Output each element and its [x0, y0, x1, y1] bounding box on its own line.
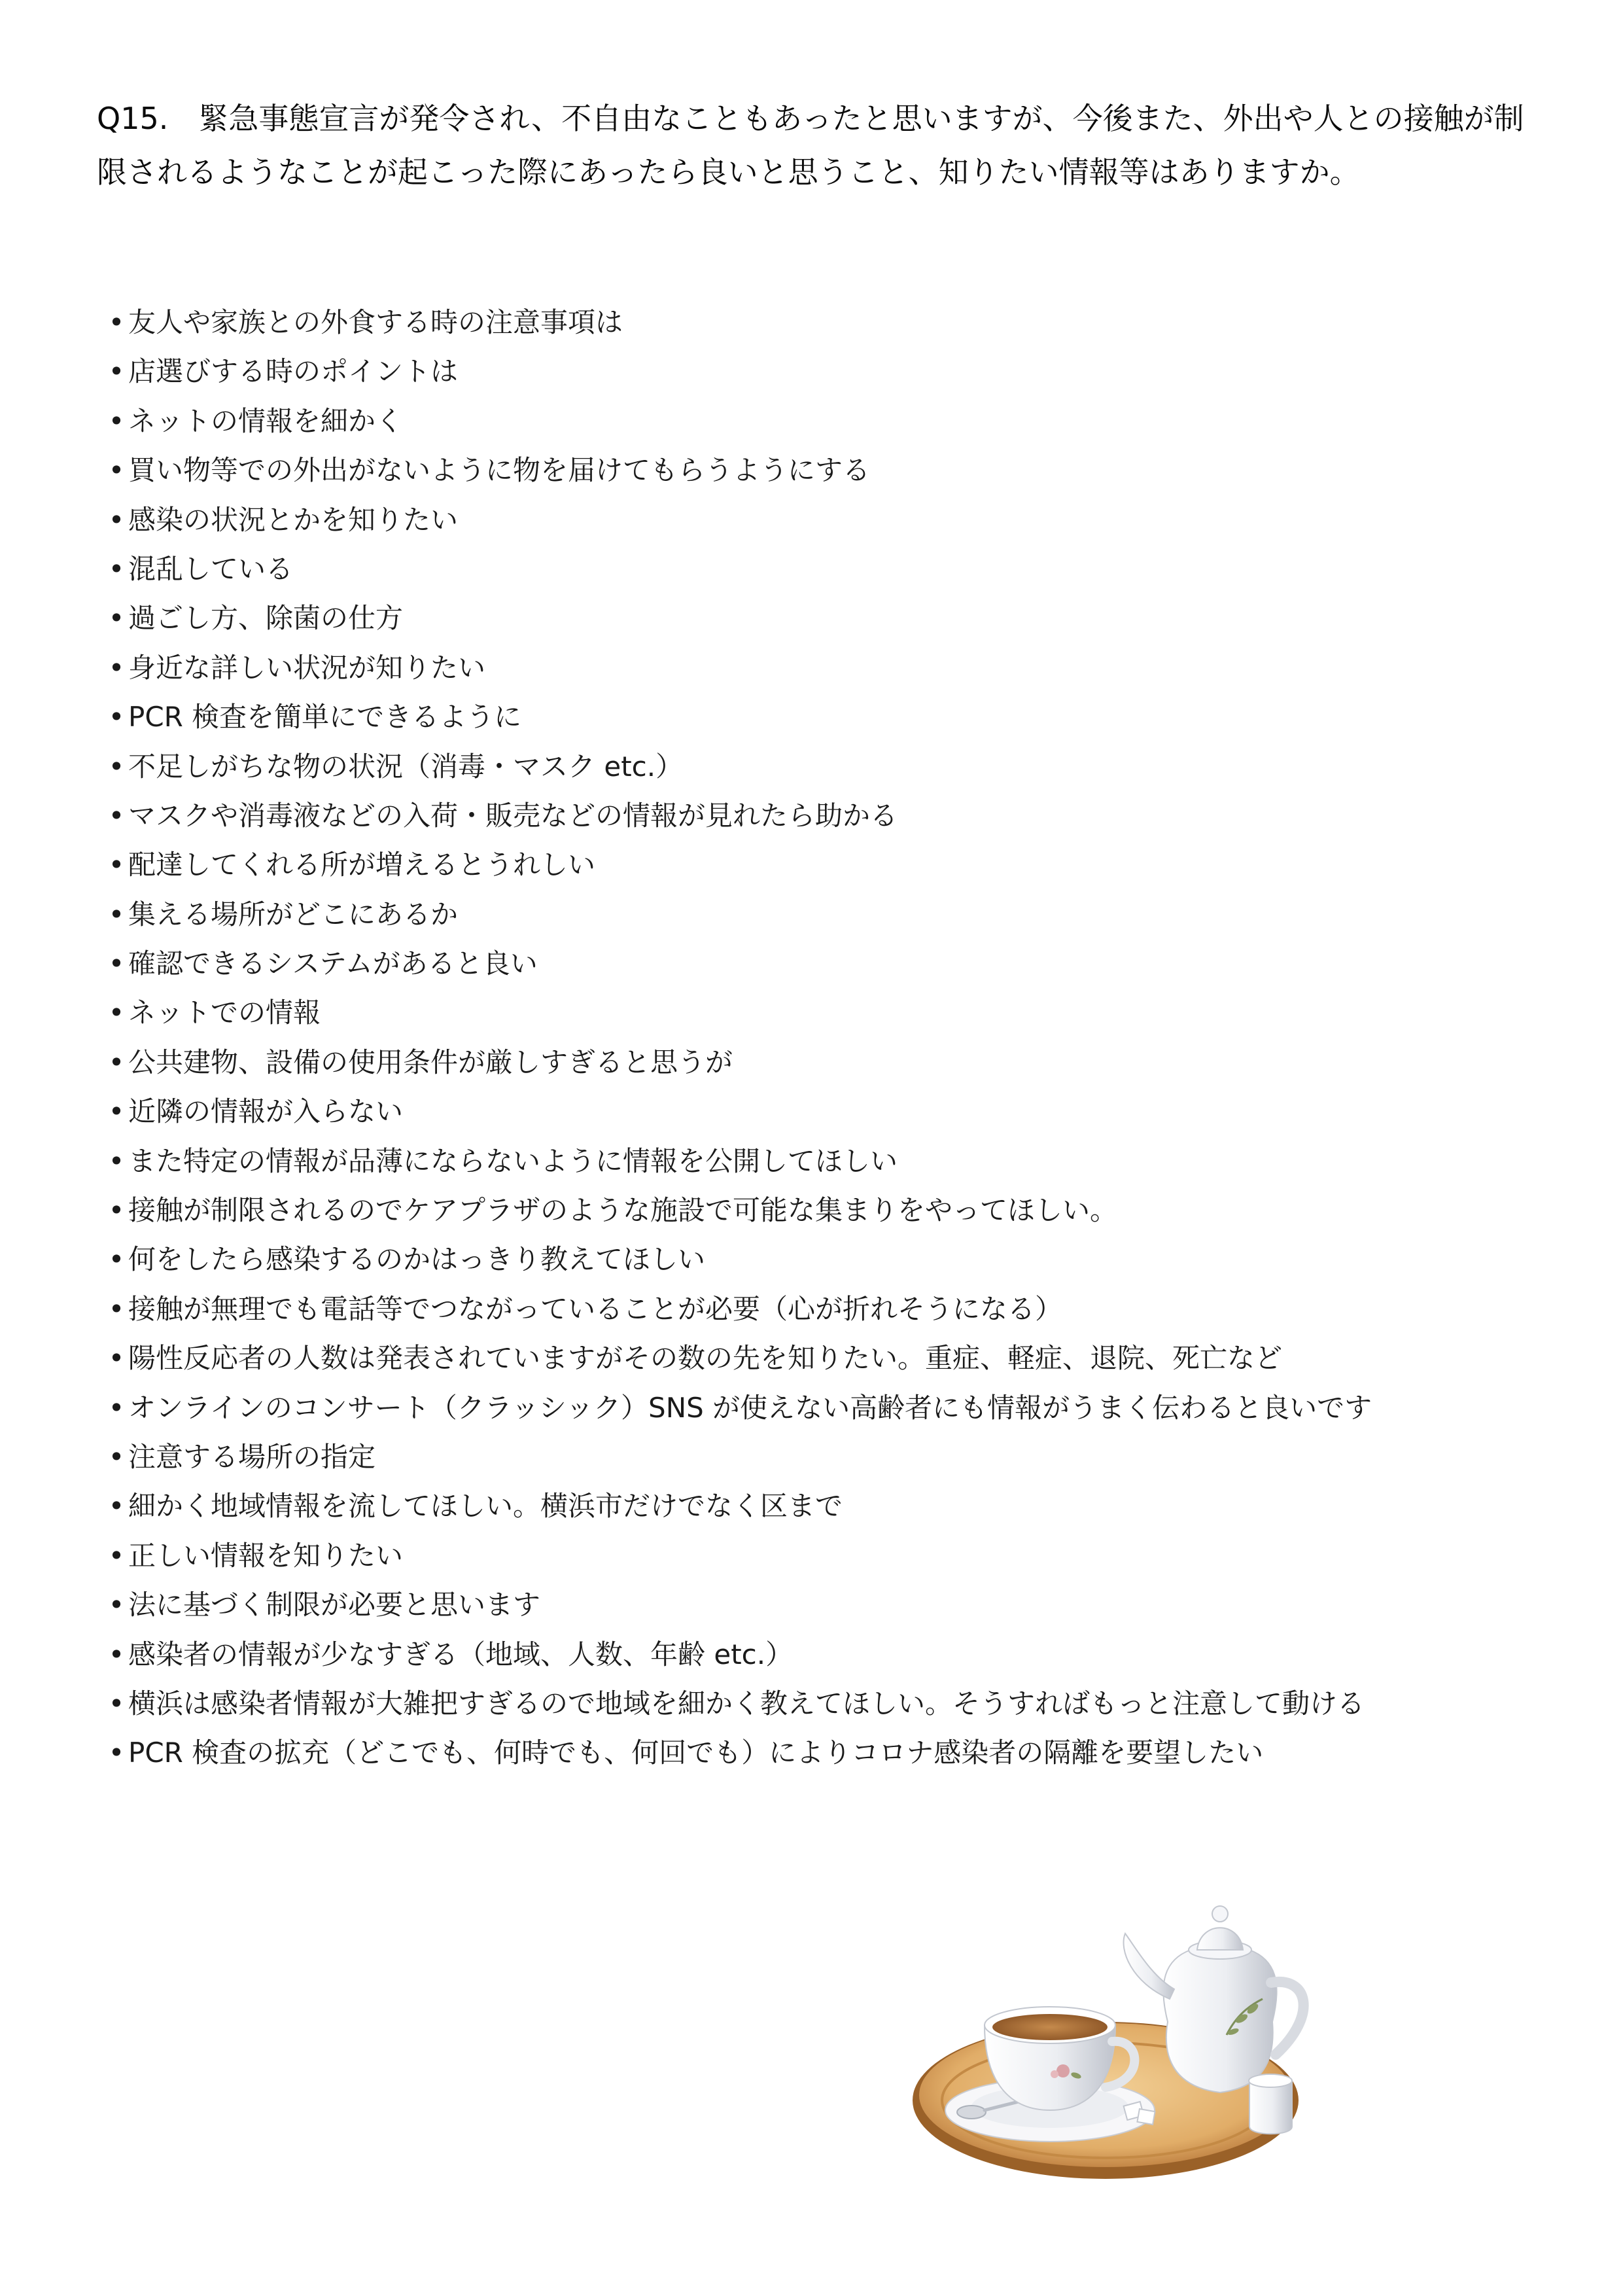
- answer-item: [105, 1235, 1557, 1284]
- question-heading: Q15. 緊急事態宣言が発令され、不自由なこともあったと思いますが、今後また、外出や人との接触が制限されるようなことが起こった際にあったら良いと思うこと、知りたい情報等はありますか。: [97, 101, 1524, 190]
- answer-item: [105, 1383, 1557, 1432]
- answer-item: [105, 1038, 1557, 1087]
- answer-item: [105, 890, 1557, 939]
- bullet-icon: •: [108, 799, 125, 832]
- answer-text: PCR 検査を簡単にできるように: [128, 701, 522, 733]
- bullet-icon: •: [108, 947, 125, 980]
- creamer: [1249, 2074, 1292, 2134]
- answer-item: [105, 1580, 1557, 1629]
- answer-item: [105, 939, 1557, 988]
- answer-text: オンラインのコンサート（クラッシック）SNS が使えない高齢者にも情報がうまく伝わると良いです: [128, 1391, 1372, 1424]
- answer-text: 混乱している: [128, 552, 294, 585]
- answer-item: [105, 298, 1557, 347]
- answer-item: [105, 988, 1557, 1037]
- answer-text: 近隣の情報が入らない: [128, 1095, 404, 1128]
- bullet-icon: •: [108, 1638, 125, 1670]
- answer-text: 買い物等での外出がないように物を届けてもらうようにする: [128, 454, 871, 487]
- answer-text: 友人や家族との外食する時の注意事項は: [128, 306, 623, 338]
- answer-text: 正しい情報を知りたい: [128, 1539, 404, 1572]
- answer-text: 身近な詳しい状況が知りたい: [128, 651, 486, 684]
- bullet-icon: •: [108, 1342, 125, 1375]
- answer-text: 陽性反応者の人数は発表されていますがその数の先を知りたい。重症、軽症、退院、死亡など: [128, 1342, 1283, 1375]
- bullet-icon: •: [108, 1440, 125, 1473]
- answer-item: [105, 446, 1557, 495]
- answer-text: ネットの情報を細かく: [128, 404, 404, 437]
- answer-item: [105, 1481, 1557, 1530]
- answer-item: [105, 544, 1557, 593]
- answer-item: [105, 1432, 1557, 1481]
- bullet-icon: •: [108, 997, 125, 1029]
- answer-text: 公共建物、設備の使用条件が厳しすぎると思うが: [128, 1046, 733, 1078]
- bullet-icon: •: [108, 1539, 125, 1572]
- answer-item: [105, 1137, 1557, 1186]
- bullet-icon: •: [108, 1490, 125, 1523]
- bullet-icon: •: [108, 1194, 125, 1227]
- answer-item: [105, 1186, 1557, 1235]
- bullet-icon: •: [108, 849, 125, 881]
- bullet-icon: •: [108, 1243, 125, 1276]
- bullet-icon: •: [108, 1144, 125, 1177]
- answer-item: [105, 742, 1557, 791]
- answer-item: [105, 593, 1557, 643]
- answer-item: [105, 1531, 1557, 1580]
- answer-text: 確認できるシステムがあると良い: [128, 947, 538, 980]
- bullet-icon: •: [108, 552, 125, 585]
- answer-text: 感染の状況とかを知りたい: [128, 503, 459, 536]
- answer-text: 横浜は感染者情報が大雑把すぎるので地域を細かく教えてほしい。そうすればもっと注意して動ける: [128, 1687, 1365, 1720]
- answer-text: 過ごし方、除菌の仕方: [128, 602, 404, 635]
- answer-text: 店選びする時のポイントは: [128, 355, 459, 388]
- bullet-icon: •: [108, 602, 125, 635]
- answer-item: [105, 1333, 1557, 1383]
- answer-item: [105, 1087, 1557, 1136]
- answer-text: また特定の情報が品薄にならないように情報を公開してほしい: [128, 1144, 898, 1177]
- bullet-icon: •: [108, 1046, 125, 1078]
- answer-text: 注意する場所の指定: [128, 1440, 376, 1473]
- answer-text: 法に基づく制限が必要と思います: [128, 1589, 541, 1621]
- answer-item: [105, 1679, 1557, 1728]
- answer-item: [105, 495, 1557, 544]
- answer-text: 接触が無理でも電話等でつながっていることが必要（心が折れそうになる）: [128, 1292, 1063, 1325]
- answer-item: [105, 1284, 1557, 1333]
- answer-item: [105, 791, 1557, 840]
- answer-item: [105, 1728, 1557, 1777]
- answer-item: [105, 397, 1557, 446]
- answer-text: ネットでの情報: [128, 997, 321, 1029]
- bullet-icon: •: [108, 454, 125, 487]
- answer-text: PCR 検査の拡充（どこでも、何時でも、何回でも）によりコロナ感染者の隔離を要望したい: [128, 1737, 1264, 1769]
- answer-text: 細かく地域情報を流してほしい。横浜市だけでなく区まで: [128, 1490, 843, 1523]
- answer-text: 接触が制限されるのでケアプラザのような施設で可能な集まりをやってほしい。: [128, 1194, 1118, 1227]
- bullet-icon: •: [108, 355, 125, 388]
- answer-item: [105, 692, 1557, 741]
- bullet-icon: •: [108, 651, 125, 684]
- bullet-icon: •: [108, 1687, 125, 1720]
- bullet-icon: •: [108, 1292, 125, 1325]
- answer-list: [105, 298, 1557, 1778]
- tea-set-illustration: [909, 1884, 1328, 2192]
- answer-item: [105, 840, 1557, 889]
- bullet-icon: •: [108, 404, 125, 437]
- bullet-icon: •: [108, 1391, 125, 1424]
- bullet-icon: •: [108, 750, 125, 783]
- answer-text: 何をしたら感染するのかはっきり教えてほしい: [128, 1243, 706, 1276]
- bullet-icon: •: [108, 1095, 125, 1128]
- answer-item: [105, 1630, 1557, 1679]
- bullet-icon: •: [108, 503, 125, 536]
- answer-item: [105, 643, 1557, 692]
- bullet-icon: •: [108, 898, 125, 930]
- bullet-icon: •: [108, 701, 125, 733]
- answer-item: [105, 347, 1557, 396]
- answer-text: マスクや消毒液などの入荷・販売などの情報が見れたら助かる: [128, 799, 898, 832]
- answer-text: 不足しがちな物の状況（消毒・マスク etc.）: [128, 750, 684, 783]
- bullet-icon: •: [108, 1737, 125, 1769]
- answer-text: 感染者の情報が少なすぎる（地域、人数、年齢 etc.）: [128, 1638, 794, 1670]
- bullet-icon: •: [108, 1589, 125, 1621]
- answer-text: 配達してくれる所が増えるとうれしい: [128, 849, 596, 881]
- answer-text: 集える場所がどこにあるか: [128, 898, 459, 930]
- bullet-icon: •: [108, 306, 125, 338]
